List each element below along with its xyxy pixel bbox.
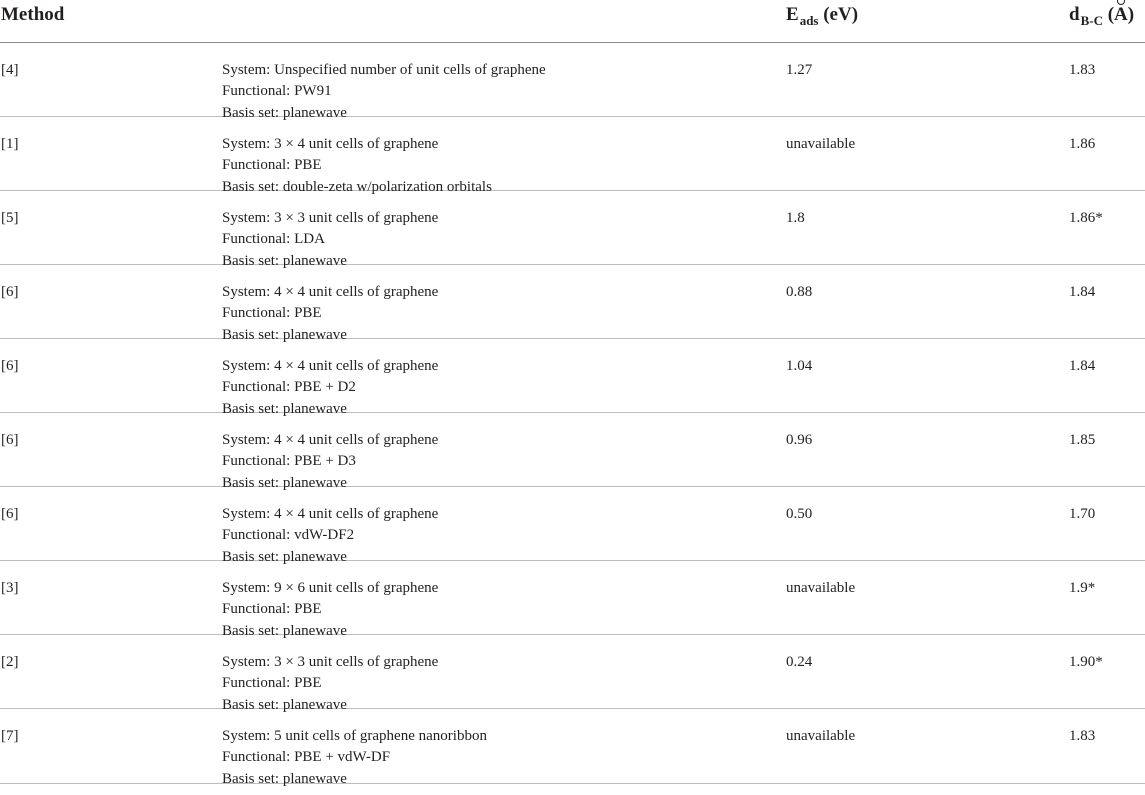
dbc-cell: 1.86* xyxy=(1069,210,1103,226)
table-row xyxy=(0,487,1145,565)
basis-line: Basis set: planewave xyxy=(222,474,347,491)
table-body xyxy=(0,43,1145,787)
ref-cell: [1] xyxy=(1,136,19,152)
eads-cell: 0.24 xyxy=(786,654,813,670)
header-eads-unit: (eV) xyxy=(823,4,859,25)
method-description-cell xyxy=(222,60,546,124)
functional-line: Functional: PW91 xyxy=(222,83,332,100)
table-row xyxy=(0,413,1145,491)
eads-cell: 1.27 xyxy=(786,62,813,78)
eads-cell: unavailable xyxy=(786,580,856,596)
functional-line: Functional: LDA xyxy=(222,231,325,248)
table-row xyxy=(0,709,1145,787)
basis-line: Basis set: planewave xyxy=(222,252,347,269)
system-line: System: 3 × 4 unit cells of graphene xyxy=(222,136,439,152)
system-line: System: 5 unit cells of graphene nanoribbon xyxy=(222,728,487,744)
table-row xyxy=(0,43,1145,121)
dbc-cell: 1.83 xyxy=(1069,728,1096,744)
ref-cell: [3] xyxy=(1,580,19,596)
table-row xyxy=(0,191,1145,269)
header-method: Method xyxy=(1,4,65,25)
system-line: System: 3 × 3 unit cells of graphene xyxy=(222,210,439,226)
header-dbc-symbol: d xyxy=(1069,4,1080,25)
basis-line: Basis set: planewave xyxy=(222,548,347,565)
eads-cell: unavailable xyxy=(786,728,856,744)
basis-line: Basis set: planewave xyxy=(222,696,347,713)
method-description-cell xyxy=(222,430,438,494)
dbc-cell: 1.84 xyxy=(1069,284,1096,300)
functional-line: Functional: PBE + vdW-DF xyxy=(222,749,391,766)
header-eads-symbol: E xyxy=(786,4,799,25)
eads-cell: 1.04 xyxy=(786,358,813,374)
method-description-cell xyxy=(222,282,438,346)
basis-line: Basis set: planewave xyxy=(222,770,347,787)
header-dbc-unit-close: ) xyxy=(1127,4,1135,25)
method-description-cell xyxy=(222,356,438,420)
header-dbc-subscript: B-C xyxy=(1080,13,1103,28)
ref-cell: [6] xyxy=(1,284,19,300)
eads-cell: 0.96 xyxy=(786,432,813,448)
basis-line: Basis set: double-zeta w/polarization orbitals xyxy=(222,178,492,195)
system-line: System: 4 × 4 unit cells of graphene xyxy=(222,432,439,448)
ref-cell: [5] xyxy=(1,210,19,226)
system-line: System: Unspecified number of unit cells of graphene xyxy=(222,62,546,78)
ref-cell: [7] xyxy=(1,728,19,744)
ref-cell: [6] xyxy=(1,432,19,448)
dbc-cell: 1.86 xyxy=(1069,136,1096,152)
basis-line: Basis set: planewave xyxy=(222,400,347,417)
dbc-cell: 1.83 xyxy=(1069,62,1096,78)
functional-line: Functional: vdW-DF2 xyxy=(222,527,355,544)
method-description-cell xyxy=(222,504,438,568)
system-line: System: 4 × 4 unit cells of graphene xyxy=(222,506,439,522)
table-row xyxy=(0,339,1145,417)
header-dbc-unit-angstrom: A xyxy=(1114,4,1128,25)
table-row xyxy=(0,265,1145,343)
functional-line: Functional: PBE xyxy=(222,305,322,322)
basis-line: Basis set: planewave xyxy=(222,326,347,343)
system-line: System: 9 × 6 unit cells of graphene xyxy=(222,580,439,596)
header-eads-subscript: ads xyxy=(799,13,819,28)
table-header xyxy=(0,0,1145,43)
table-row xyxy=(0,117,1145,195)
dbc-cell: 1.85 xyxy=(1069,432,1096,448)
functional-line: Functional: PBE xyxy=(222,157,322,174)
functional-line: Functional: PBE + D2 xyxy=(222,379,356,396)
ref-cell: [2] xyxy=(1,654,19,670)
eads-cell: 0.50 xyxy=(786,506,813,522)
system-line: System: 3 × 3 unit cells of graphene xyxy=(222,654,439,670)
header-dbc-unit-open: ( xyxy=(1107,4,1115,25)
system-line: System: 4 × 4 unit cells of graphene xyxy=(222,358,439,374)
dbc-cell: 1.90* xyxy=(1069,654,1103,670)
eads-cell: 0.88 xyxy=(786,284,813,300)
functional-line: Functional: PBE + D3 xyxy=(222,453,356,470)
eads-cell: unavailable xyxy=(786,136,856,152)
basis-line: Basis set: planewave xyxy=(222,104,347,121)
basis-line: Basis set: planewave xyxy=(222,622,347,639)
dbc-cell: 1.70 xyxy=(1069,506,1096,522)
dbc-cell: 1.9* xyxy=(1069,580,1096,596)
ref-cell: [6] xyxy=(1,358,19,374)
method-description-cell xyxy=(222,726,487,790)
system-line: System: 4 × 4 unit cells of graphene xyxy=(222,284,439,300)
header-eads xyxy=(786,4,858,27)
method-description-cell xyxy=(222,578,438,642)
table-row xyxy=(0,635,1145,713)
functional-line: Functional: PBE xyxy=(222,601,322,618)
functional-line: Functional: PBE xyxy=(222,675,322,692)
method-description-cell xyxy=(222,208,438,272)
table-row xyxy=(0,561,1145,639)
method-description-cell xyxy=(222,134,492,198)
header-dbc xyxy=(1069,4,1134,27)
method-description-cell xyxy=(222,652,438,716)
dbc-cell: 1.84 xyxy=(1069,358,1096,374)
eads-cell: 1.8 xyxy=(786,210,805,226)
ref-cell: [4] xyxy=(1,62,19,78)
ref-cell: [6] xyxy=(1,506,19,522)
